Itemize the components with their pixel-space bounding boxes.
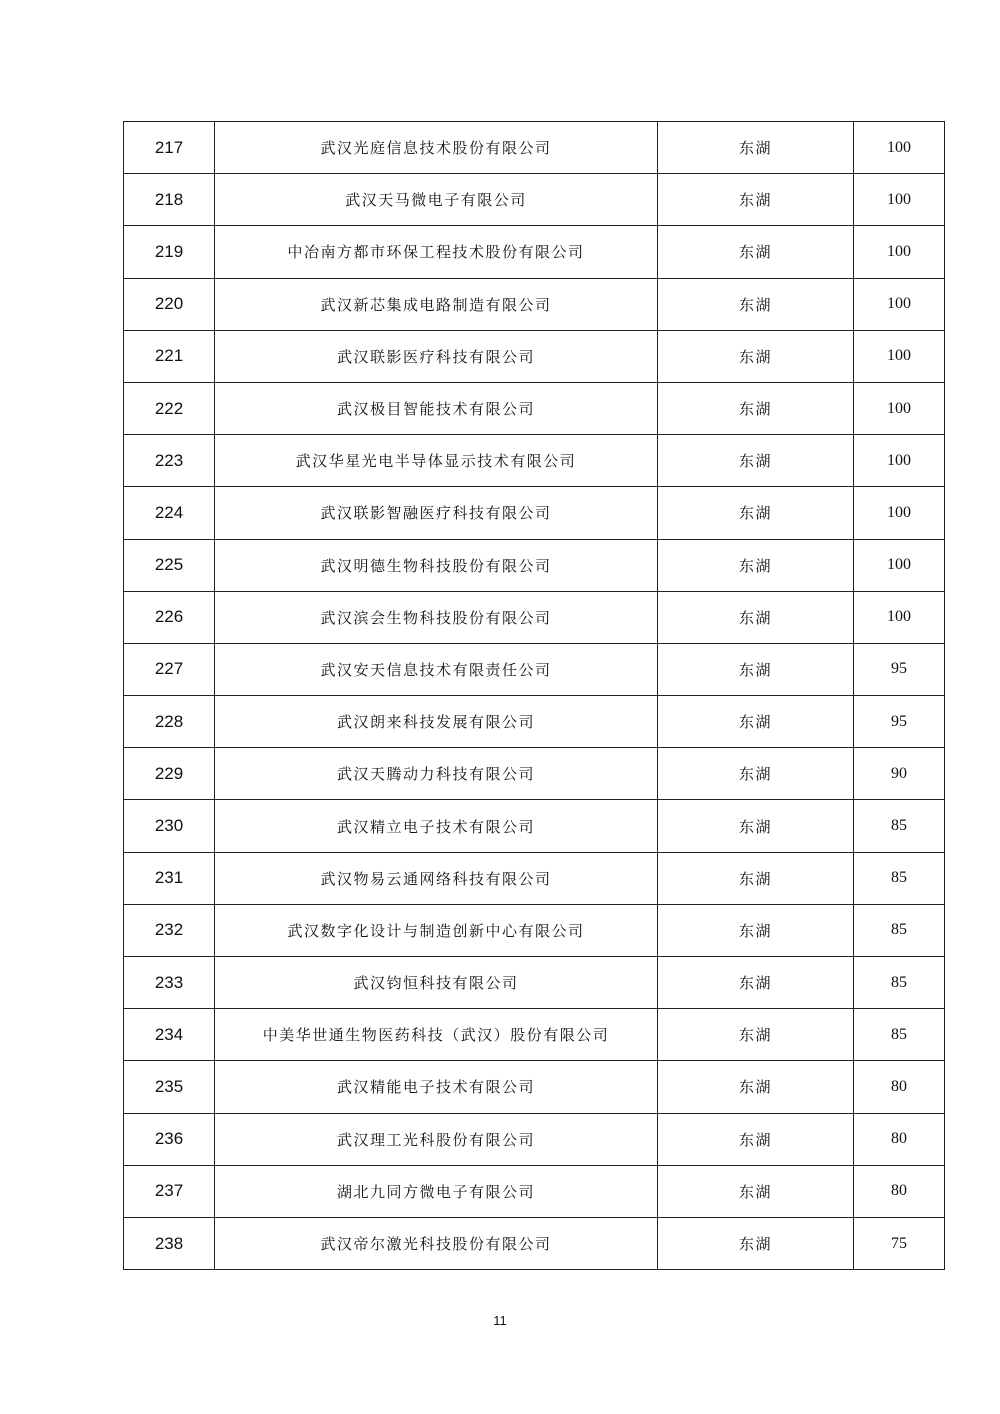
company-name-cell: 武汉光庭信息技术股份有限公司 xyxy=(215,122,658,174)
score-cell: 80 xyxy=(854,1113,945,1165)
company-name-cell: 武汉钧恒科技有限公司 xyxy=(215,957,658,1009)
company-name-cell: 武汉新芯集成电路制造有限公司 xyxy=(215,278,658,330)
score-cell: 85 xyxy=(854,800,945,852)
table-row xyxy=(124,1061,945,1113)
score-cell: 100 xyxy=(854,382,945,434)
district-cell: 东湖 xyxy=(658,957,854,1009)
company-name-cell: 中冶南方都市环保工程技术股份有限公司 xyxy=(215,226,658,278)
table-row xyxy=(124,748,945,800)
company-name-cell: 武汉明德生物科技股份有限公司 xyxy=(215,539,658,591)
company-name-cell: 武汉联影智融医疗科技有限公司 xyxy=(215,487,658,539)
table-row xyxy=(124,539,945,591)
table-row xyxy=(124,800,945,852)
district-cell: 东湖 xyxy=(658,1009,854,1061)
row-number-cell: 223 xyxy=(124,435,215,487)
table-row xyxy=(124,1165,945,1217)
table-row xyxy=(124,696,945,748)
score-cell: 100 xyxy=(854,122,945,174)
score-cell: 100 xyxy=(854,174,945,226)
table-row xyxy=(124,278,945,330)
table-row xyxy=(124,1113,945,1165)
score-cell: 100 xyxy=(854,330,945,382)
district-cell: 东湖 xyxy=(658,330,854,382)
table-row xyxy=(124,226,945,278)
district-cell: 东湖 xyxy=(658,1217,854,1269)
table-row xyxy=(124,382,945,434)
table-row xyxy=(124,330,945,382)
score-cell: 85 xyxy=(854,852,945,904)
company-name-cell: 中美华世通生物医药科技（武汉）股份有限公司 xyxy=(215,1009,658,1061)
company-name-cell: 武汉极目智能技术有限公司 xyxy=(215,382,658,434)
row-number-cell: 237 xyxy=(124,1165,215,1217)
company-name-cell: 武汉帝尔激光科技股份有限公司 xyxy=(215,1217,658,1269)
table-row xyxy=(124,852,945,904)
page-number: 11 xyxy=(493,1313,507,1328)
row-number-cell: 222 xyxy=(124,382,215,434)
table-row xyxy=(124,487,945,539)
table-row xyxy=(124,957,945,1009)
score-cell: 85 xyxy=(854,1009,945,1061)
score-cell: 75 xyxy=(854,1217,945,1269)
row-number-cell: 227 xyxy=(124,643,215,695)
district-cell: 东湖 xyxy=(658,174,854,226)
row-number-cell: 225 xyxy=(124,539,215,591)
company-name-cell: 武汉安天信息技术有限责任公司 xyxy=(215,643,658,695)
district-cell: 东湖 xyxy=(658,904,854,956)
district-cell: 东湖 xyxy=(658,852,854,904)
district-cell: 东湖 xyxy=(658,643,854,695)
score-cell: 95 xyxy=(854,643,945,695)
row-number-cell: 233 xyxy=(124,957,215,1009)
row-number-cell: 232 xyxy=(124,904,215,956)
row-number-cell: 226 xyxy=(124,591,215,643)
table-row xyxy=(124,174,945,226)
table-row xyxy=(124,643,945,695)
district-cell: 东湖 xyxy=(658,591,854,643)
company-name-cell: 武汉天马微电子有限公司 xyxy=(215,174,658,226)
score-cell: 90 xyxy=(854,748,945,800)
row-number-cell: 228 xyxy=(124,696,215,748)
company-name-cell: 武汉联影医疗科技有限公司 xyxy=(215,330,658,382)
company-table-body xyxy=(124,122,945,1270)
district-cell: 东湖 xyxy=(658,122,854,174)
company-name-cell: 湖北九同方微电子有限公司 xyxy=(215,1165,658,1217)
score-cell: 100 xyxy=(854,539,945,591)
table-row xyxy=(124,904,945,956)
table-row xyxy=(124,591,945,643)
district-cell: 东湖 xyxy=(658,435,854,487)
row-number-cell: 236 xyxy=(124,1113,215,1165)
table-row xyxy=(124,1009,945,1061)
district-cell: 东湖 xyxy=(658,696,854,748)
company-table xyxy=(123,121,945,1270)
company-name-cell: 武汉滨会生物科技股份有限公司 xyxy=(215,591,658,643)
table-row xyxy=(124,1217,945,1269)
row-number-cell: 218 xyxy=(124,174,215,226)
district-cell: 东湖 xyxy=(658,487,854,539)
row-number-cell: 231 xyxy=(124,852,215,904)
company-name-cell: 武汉精能电子技术有限公司 xyxy=(215,1061,658,1113)
score-cell: 85 xyxy=(854,957,945,1009)
score-cell: 100 xyxy=(854,591,945,643)
district-cell: 东湖 xyxy=(658,382,854,434)
company-name-cell: 武汉数字化设计与制造创新中心有限公司 xyxy=(215,904,658,956)
district-cell: 东湖 xyxy=(658,748,854,800)
row-number-cell: 217 xyxy=(124,122,215,174)
score-cell: 95 xyxy=(854,696,945,748)
row-number-cell: 235 xyxy=(124,1061,215,1113)
company-name-cell: 武汉华星光电半导体显示技术有限公司 xyxy=(215,435,658,487)
score-cell: 80 xyxy=(854,1061,945,1113)
score-cell: 100 xyxy=(854,226,945,278)
district-cell: 东湖 xyxy=(658,800,854,852)
company-name-cell: 武汉天腾动力科技有限公司 xyxy=(215,748,658,800)
row-number-cell: 229 xyxy=(124,748,215,800)
district-cell: 东湖 xyxy=(658,1113,854,1165)
district-cell: 东湖 xyxy=(658,1061,854,1113)
table-row xyxy=(124,122,945,174)
district-cell: 东湖 xyxy=(658,1165,854,1217)
table-row xyxy=(124,435,945,487)
score-cell: 85 xyxy=(854,904,945,956)
score-cell: 100 xyxy=(854,487,945,539)
company-name-cell: 武汉精立电子技术有限公司 xyxy=(215,800,658,852)
score-cell: 80 xyxy=(854,1165,945,1217)
score-cell: 100 xyxy=(854,278,945,330)
row-number-cell: 234 xyxy=(124,1009,215,1061)
district-cell: 东湖 xyxy=(658,278,854,330)
company-name-cell: 武汉朗来科技发展有限公司 xyxy=(215,696,658,748)
row-number-cell: 221 xyxy=(124,330,215,382)
row-number-cell: 220 xyxy=(124,278,215,330)
row-number-cell: 230 xyxy=(124,800,215,852)
company-name-cell: 武汉理工光科股份有限公司 xyxy=(215,1113,658,1165)
row-number-cell: 238 xyxy=(124,1217,215,1269)
row-number-cell: 224 xyxy=(124,487,215,539)
score-cell: 100 xyxy=(854,435,945,487)
district-cell: 东湖 xyxy=(658,226,854,278)
row-number-cell: 219 xyxy=(124,226,215,278)
district-cell: 东湖 xyxy=(658,539,854,591)
company-name-cell: 武汉物易云通网络科技有限公司 xyxy=(215,852,658,904)
